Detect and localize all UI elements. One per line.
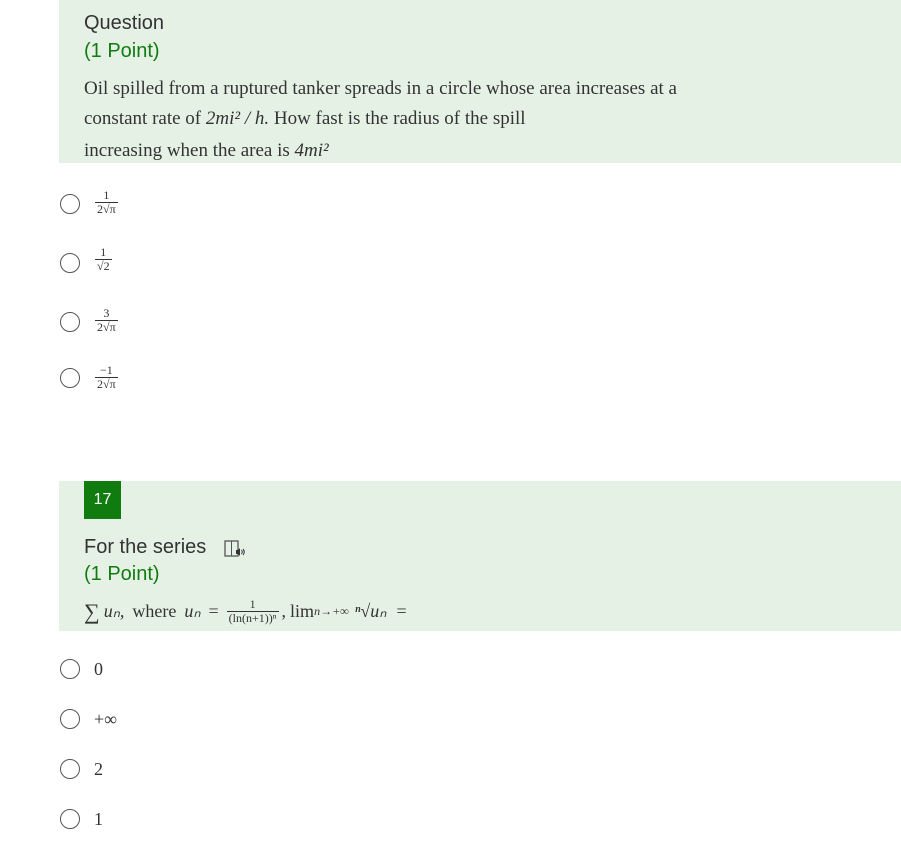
question-title: Question	[84, 12, 165, 34]
option-radio-1[interactable]	[60, 659, 80, 679]
option-radio-4[interactable]	[60, 809, 80, 829]
option-radio-4[interactable]	[60, 368, 80, 388]
option-radio-2[interactable]	[60, 253, 80, 273]
question-text-line-1: Oil spilled from a ruptured tanker spreads in a circle whose area increases at a	[84, 78, 677, 99]
option-radio-3[interactable]	[60, 759, 80, 779]
option-label-3: 2	[94, 759, 103, 779]
option-radio-1[interactable]	[60, 194, 80, 214]
question-points: (1 Point)	[84, 563, 160, 585]
option-label-1: $\frac{1}{2√\pi}$	[97, 188, 116, 216]
rate-expression: 2mi² / h.	[205, 108, 270, 129]
immersive-reader-icon[interactable]	[224, 539, 246, 559]
question-number-badge: 17	[84, 481, 121, 519]
option-label-2: $\frac{1}{√2}$	[97, 245, 110, 273]
question-text-line-3: increasing when the area is 4mi²	[84, 140, 329, 161]
question-title: For the series	[84, 536, 207, 558]
option-label-1: 0	[94, 659, 103, 679]
series-term-fraction: $\frac{1}{\text{(ln(n+1))ⁿ}}$	[228, 597, 277, 625]
option-label-4: 1	[94, 809, 103, 829]
area-expression: 4mi²	[294, 140, 329, 161]
option-label-3: $\frac{3}{2√\pi}$	[97, 306, 116, 334]
option-radio-3[interactable]	[60, 312, 80, 332]
option-radio-2[interactable]	[60, 709, 80, 729]
question-points: (1 Point)	[84, 40, 160, 62]
question-text-line-2: constant rate of 2mi² / h. How fast is the radius of the spill	[84, 108, 526, 129]
question-text: ∑ uₙ, where uₙ = $\frac{1}{\text{(ln(n+1))ⁿ}}$ , lim n→+∞ ⁿ√uₙ =	[84, 597, 407, 625]
option-label-2: +∞	[94, 709, 117, 729]
option-label-4: $\frac{-1}{2√\pi}$	[97, 363, 116, 391]
